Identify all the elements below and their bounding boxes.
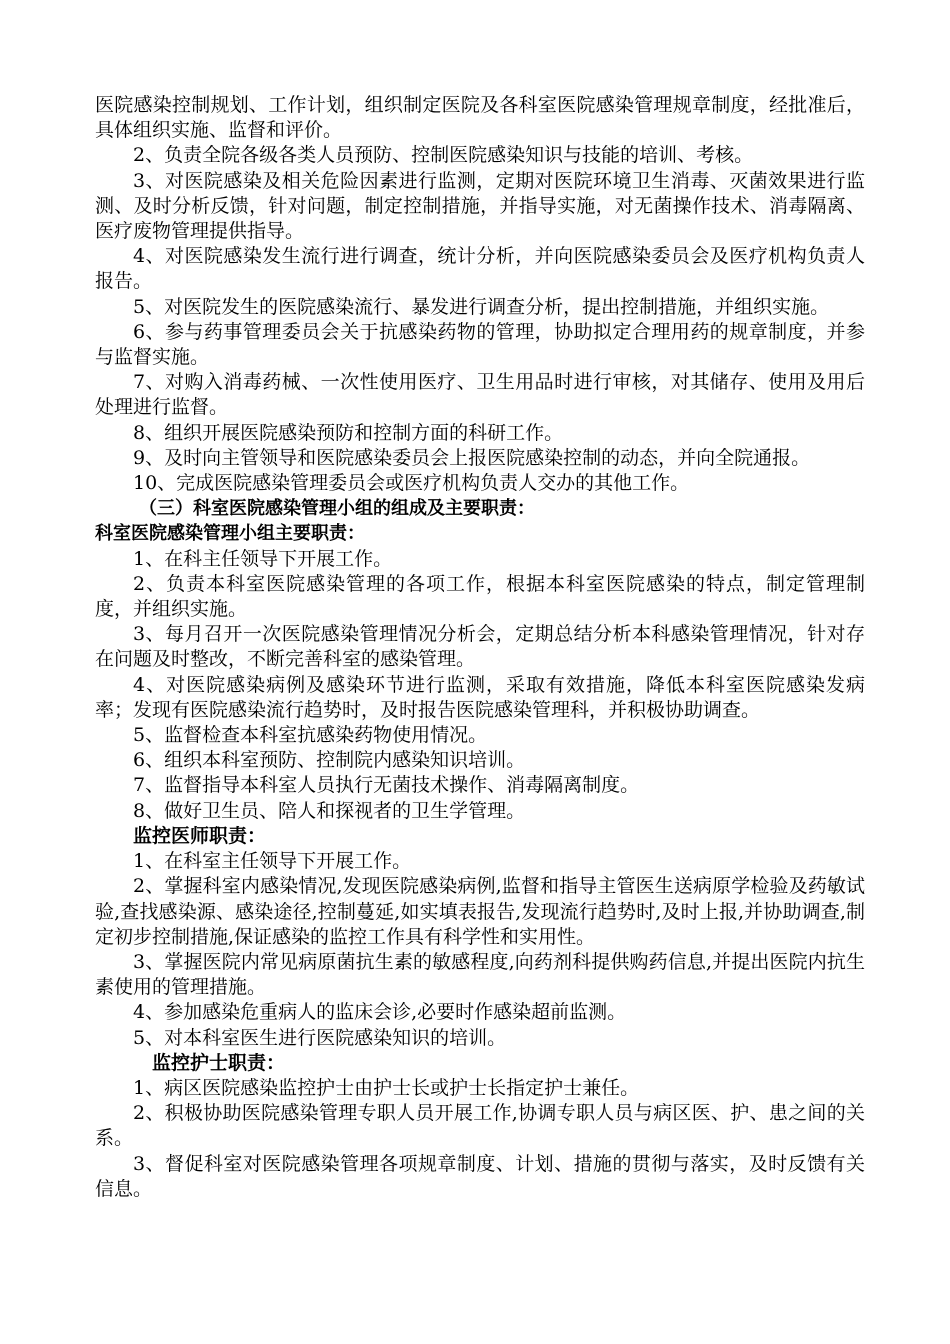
section-heading: （三）科室医院感染管理小组的组成及主要职责： xyxy=(139,498,535,520)
paragraph: 6、参与药事管理委员会关于抗感染药物的管理，协助拟定合理用药的规章制度，并参与监督实施。 xyxy=(95,320,865,369)
paragraph: 8、组织开展医院感染预防和控制方面的科研工作。 xyxy=(133,421,564,444)
paragraph: 2、负责全院各级各类人员预防、控制医院感染知识与技能的培训、考核。 xyxy=(133,144,754,167)
subsection-heading: 科室医院感染管理小组主要职责： xyxy=(95,523,365,545)
paragraph: 1、在科室主任领导下开展工作。 xyxy=(133,850,412,873)
paragraph: 10、完成医院感染管理委员会或医疗机构负责人交办的其他工作。 xyxy=(133,472,690,495)
paragraph: 1、病区医院感染监控护士由护士长或护士长指定护士兼任。 xyxy=(133,1076,640,1099)
paragraph: 6、组织本科室预防、控制院内感染知识培训。 xyxy=(133,749,526,772)
paragraph: 5、对医院发生的医院感染流行、暴发进行调查分析，提出控制措施，并组织实施。 xyxy=(133,295,830,318)
paragraph: 8、做好卫生员、陪人和探视者的卫生学管理。 xyxy=(133,799,526,822)
paragraph: 9、及时向主管领导和医院感染委员会上报医院感染控制的动态，并向全院通报。 xyxy=(133,446,811,469)
subsection-heading: 监控医师职责： xyxy=(133,824,267,847)
paragraph: 3、掌握医院内常见病原菌抗生素的敏感程度,向药剂科提供购药信息,并提出医院内抗生素使用的管理措施。 xyxy=(95,950,865,999)
paragraph: 4、对医院感染病例及感染环节进行监测，采取有效措施，降低本科室医院感染发病率；发现有医院感染流行趋势时，及时报告医院感染管理科，并积极协助调查。 xyxy=(95,673,865,721)
paragraph: 3、每月召开一次医院感染管理情况分析会，定期总结分析本科感染管理情况，针对存在问题及时整改，不断完善科室的感染管理。 xyxy=(95,623,865,671)
paragraph: 5、对本科室医生进行医院感染知识的培训。 xyxy=(133,1026,507,1049)
paragraph: 1、在科主任领导下开展工作。 xyxy=(133,547,393,570)
paragraph: 7、监督指导本科室人员执行无菌技术操作、消毒隔离制度。 xyxy=(133,774,640,797)
paragraph: 4、对医院感染发生流行进行调查，统计分析，并向医院感染委员会及医疗机构负责人报告。 xyxy=(95,245,865,293)
paragraph: 7、对购入消毒药械、一次性使用医疗、卫生用品时进行审核，对其储存、使用及用后处理进行监督。 xyxy=(95,371,865,419)
paragraph: 4、参加感染危重病人的监床会诊,必要时作感染超前监测。 xyxy=(133,1001,627,1024)
document-body xyxy=(95,93,865,1202)
subsection-heading: 监控护士职责： xyxy=(152,1051,286,1074)
paragraph: 5、监督检查本科室抗感染药物使用情况。 xyxy=(133,724,488,747)
paragraph: 3、对医院感染及相关危险因素进行监测，定期对医院环境卫生消毒、灭菌效果进行监测、及时分析反馈，针对问题，制定控制措施，并指导实施，对无菌操作技术、消毒隔离、医疗废物管理提供指导。 xyxy=(95,169,865,243)
paragraph: 3、督促科室对医院感染管理各项规章制度、计划、措施的贯彻与落实，及时反馈有关信息。 xyxy=(95,1152,865,1200)
paragraph: 2、负责本科室医院感染管理的各项工作，根据本科室医院感染的特点，制定管理制度，并组织实施。 xyxy=(95,572,865,621)
paragraph: 2、积极协助医院感染管理专职人员开展工作,协调专职人员与病区医、护、患之间的关系。 xyxy=(95,1102,865,1150)
paragraph: 医院感染控制规划、工作计划，组织制定医院及各科室医院感染管理规章制度，经批准后，具体组织实施、监督和评价。 xyxy=(95,94,865,142)
paragraph: 2、掌握科室内感染情况,发现医院感染病例,监督和指导主管医生送病原学检验及药敏试验,查找感染源、感染途径,控制蔓延,如实填表报告,发现流行趋势时,及时上报,并协助调查,制定初步控制措施,保证感染的监控工作具有科学性和实用性。 xyxy=(95,875,865,948)
